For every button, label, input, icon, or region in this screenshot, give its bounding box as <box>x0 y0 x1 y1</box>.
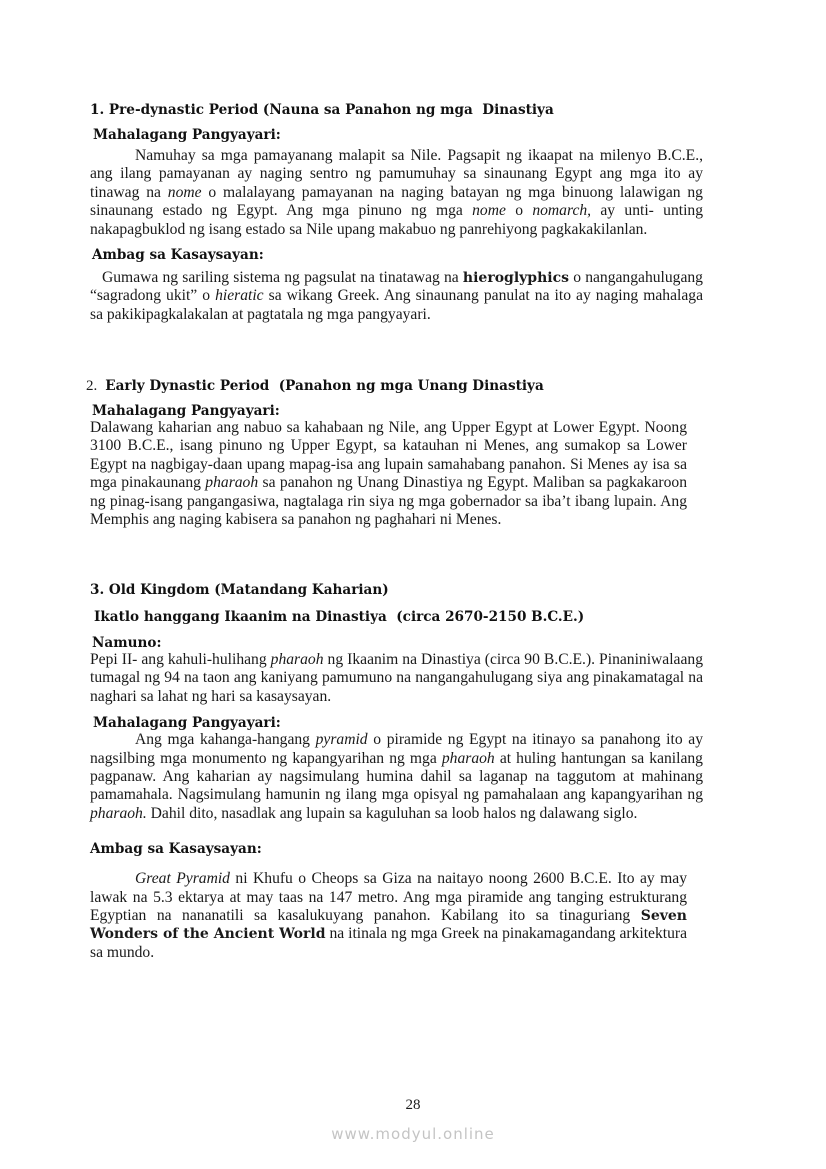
subheading-contribution: Ambag sa Kasaysayan: <box>92 247 264 264</box>
paragraph-events: Namuhay sa mga pamayanang malapit sa Nile. Pagsapit ng ikaapat na milenyo B.C.E., ang ilang pamayanan ay naging sentro ng pamumuhay sa sinaunang Egypt ang mga ito ay tinawag na nome o malalayang pamayanan na naging batayan ng mga binuong lalawigan ng sinaunang estado ng Egypt. Ang mga pinuno ng mga nome o nomarch, ay unti- unting nakapagbuklod ng isang estado sa Nile upang makabuo ng panrehiyong pagkakakilanlan. <box>90 147 704 238</box>
subheading-events: Mahalagang Pangyayari: <box>93 715 281 732</box>
subheading-events: Mahalagang Pangyayari: <box>93 127 281 143</box>
paragraph-contribution: Gumawa ng sariling sistema ng pagsulat na tinatawag na hieroglyphics o nangangahulugang “sagradong ukit” o hieratic sa wikang Greek. Ang sinaunang panulat na ito ay naging mahalaga sa pakikipagkalakalan at pagtatala ng mga pangyayari. <box>90 269 703 323</box>
paragraph-ruler: Pepi II- ang kahuli-hulihang pharaoh ng Ikaanim na Dinastiya (circa 90 B.C.E.). Pinaniniwalaang tumagal ng 94 na taon ang kaniyang pamumuno na nangangahulugang siya ang pinakamatagal na naghari sa lahat ng hari sa kasaysayan. <box>90 651 703 705</box>
subheading-events: Mahalagang Pangyayari: <box>92 403 280 419</box>
page-number: 28 <box>405 1097 421 1113</box>
section-old-kingdom <box>90 582 703 962</box>
section-subtitle: Ikatlo hanggang Ikaanim na Dinastiya (circa 2670-2150 B.C.E.) <box>94 609 585 625</box>
paragraph-events: Ang mga kahanga-hangang pyramid o piramide ng Egypt na itinayo sa panahong ito ay nagsilbing mga monumento ng kapangyarihan ng mga pharaoh at huling hantungan sa kanilang pagpanaw. Ang kaharian ay nagsimulang humina dahil sa laganap na taggutom at mahinang pamamahala. Nagsimulang hamunin ng ilang mga opisyal ng pamahalaan ang kapangyarihan ng pharaoh. Dahil dito, nasadlak ang lupain sa kaguluhan sa loob halos ng dalawang siglo. <box>90 731 703 822</box>
section-title: 2. Early Dynastic Period (Panahon ng mga Unang Dinastiya <box>86 378 544 394</box>
section-predynastic <box>90 102 703 324</box>
subheading-contribution: Ambag sa Kasaysayan: <box>90 841 262 858</box>
subheading-ruler: Namuno: <box>92 635 162 651</box>
section-early-dynastic <box>86 377 699 529</box>
watermark: www.modyul.online <box>331 1125 495 1143</box>
paragraph-contribution: Great Pyramid ni Khufu o Cheops sa Giza na naitayo noong 2600 B.C.E. Ito ay may lawak na 5.3 ektarya at may taas na 147 metro. Ang mga piramide ang tanging estrukturang Egyptian na nananatili sa kasalukuyang panahon. Kabilang ito sa tinaguriang Seven Wonders of the Ancient World na itinala ng mga Greek na pinakamagandang arkitektura sa mundo. <box>90 870 687 961</box>
paragraph-events: Dalawang kaharian ang nabuo sa kahabaan ng Nile, ang Upper Egypt at Lower Egypt. Noong 3100 B.C.E., isang pinuno ng Upper Egypt, sa katauhan ni Menes, ang sumakop sa Lower Egypt na nagbigay-daan upang mapag-isa ang lupain samahabang panahon. Si Menes ay isa sa mga pinakaunang pharaoh sa panahon ng Unang Dinastiya ng Egypt. Maliban sa pagkakaroon ng pinag-isang pangangasiwa, nagtalaga rin siya ng mga gobernador sa iba’t ibang lupain. Ang Memphis ang naging kabisera sa panahon ng paghahari ni Menes. <box>90 419 687 529</box>
section-title: 3. Old Kingdom (Matandang Kaharian) <box>90 582 389 598</box>
section-title: 1. Pre-dynastic Period (Nauna sa Panahon ng mga Dinastiya <box>90 102 554 118</box>
